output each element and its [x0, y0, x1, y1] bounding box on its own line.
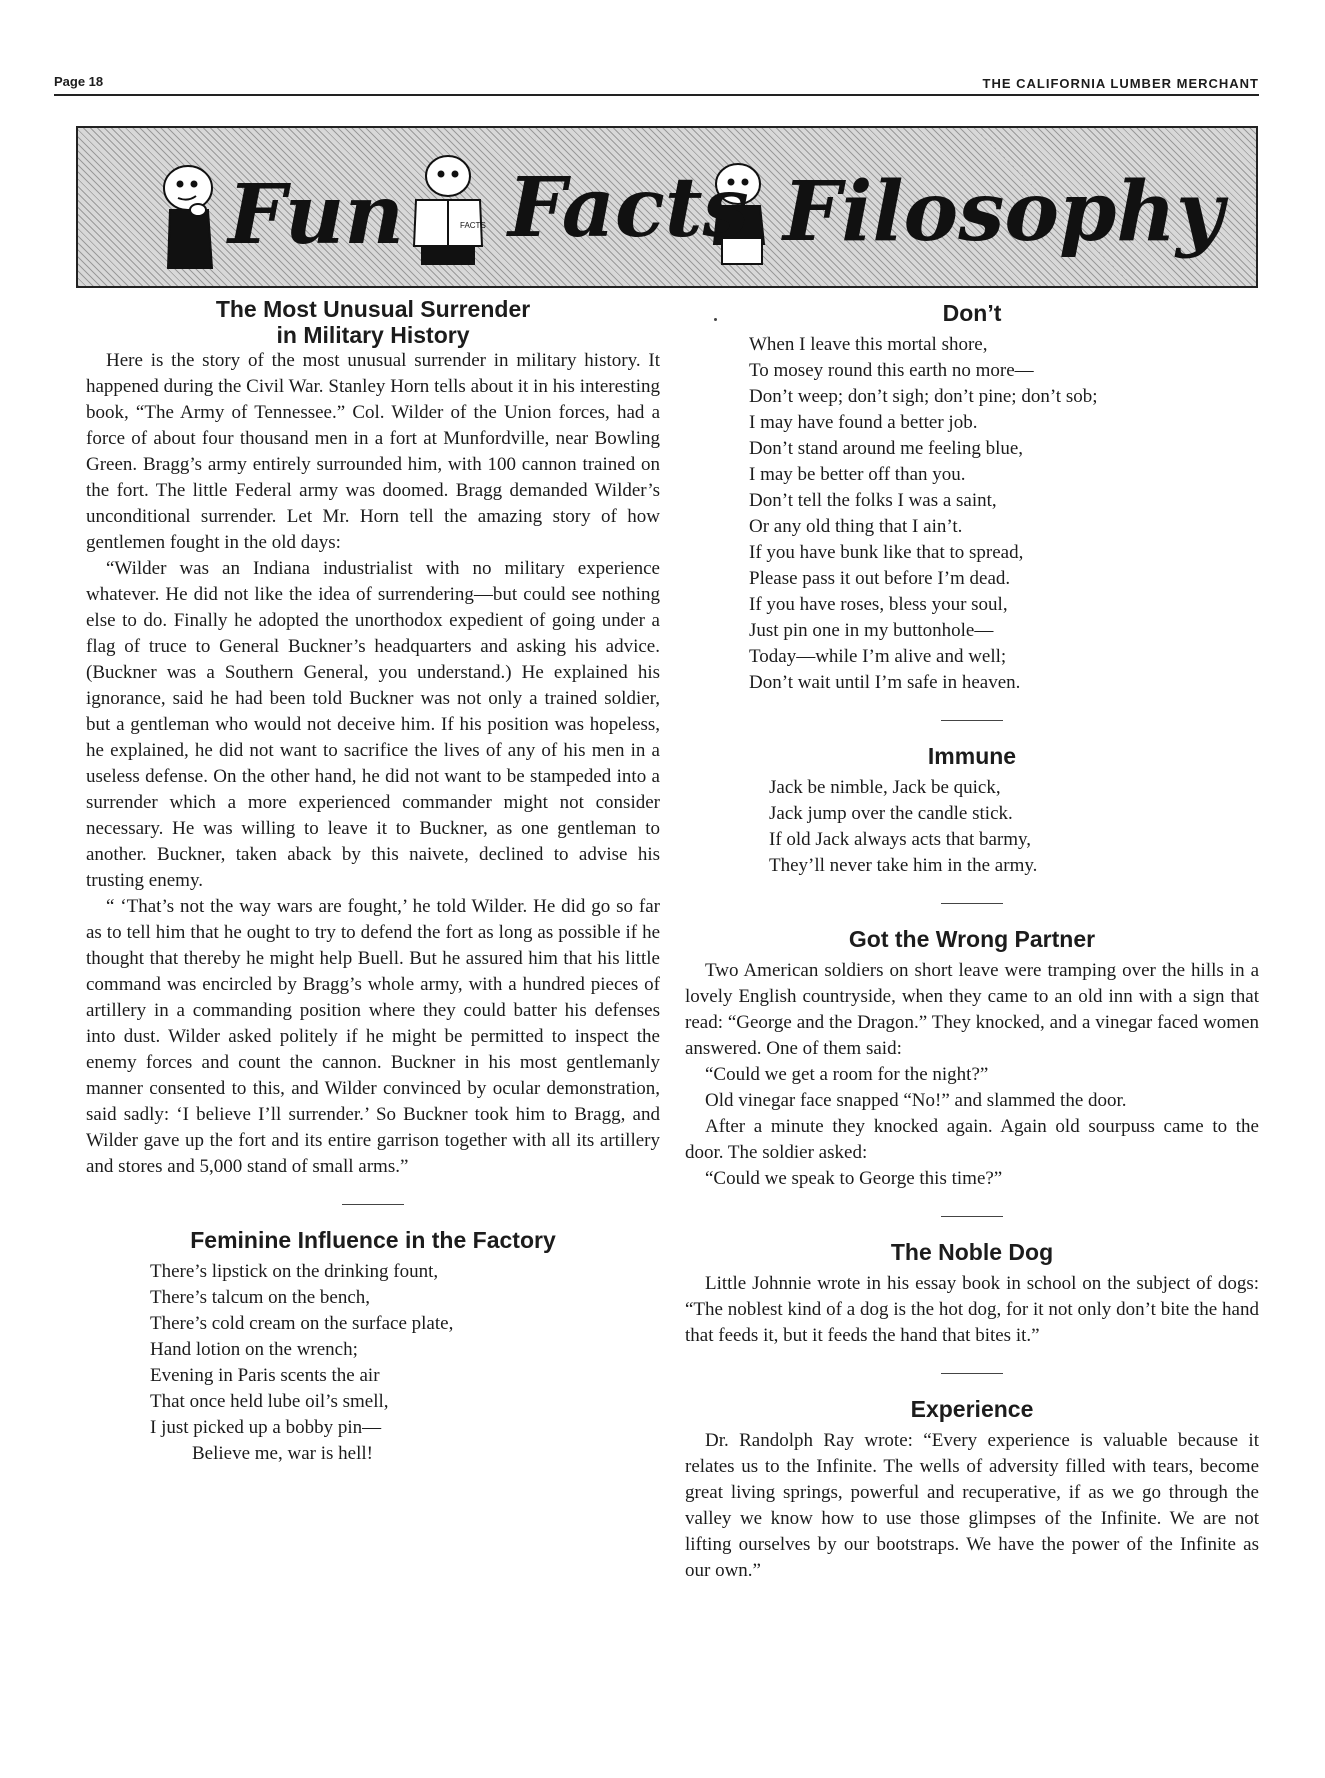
poem-line: If old Jack always acts that barmy, — [769, 829, 1032, 850]
partner-title: Got the Wrong Partner — [848, 926, 1096, 952]
dont-poem — [685, 332, 1259, 696]
poem-line: If you have roses, bless your soul, — [749, 594, 1008, 615]
page-header — [54, 72, 1259, 96]
section-divider — [941, 903, 1003, 904]
experience-title: Experience — [910, 1396, 1034, 1422]
poem-line: Don’t stand around me feeling blue, — [749, 438, 1024, 459]
poem-line: Hand lotion on the wrench; — [150, 1339, 358, 1360]
poem-line: Don’t tell the folks I was a saint, — [749, 490, 997, 511]
immune-poem — [685, 775, 1259, 879]
poem-line: Don’t weep; don’t sigh; don’t pine; don’t sob; — [749, 386, 1098, 407]
immune-title: Immune — [927, 743, 1017, 769]
poem-line: There’s lipstick on the drinking fount, — [150, 1261, 439, 1282]
poem-line: To mosey round this earth no more— — [749, 360, 1034, 381]
poem-line: There’s cold cream on the surface plate, — [150, 1313, 454, 1334]
poem-line: I just picked up a bobby pin— — [150, 1417, 382, 1438]
poem-line: Evening in Paris scents the air — [150, 1365, 380, 1386]
banner-word-facts: Facts — [508, 160, 749, 256]
magazine-title: THE CALIFORNIA LUMBER MERCHANT — [982, 76, 1259, 91]
poem-line: They’ll never take him in the army. — [769, 855, 1038, 876]
feminine-title: Feminine Influence in the Factory — [190, 1227, 556, 1253]
poem-line: Or any old thing that I ain’t. — [749, 516, 963, 537]
poem-line: Don’t wait until I’m safe in heaven. — [749, 672, 1021, 693]
column-banner — [76, 126, 1258, 288]
experience-paragraph: Dr. Randolph Ray wrote: “Every experience is valuable because it relates us to the Infinite. The wells of adversity filled with tears, become great living springs, powerful and recuperative, if as we go through the valley we know how to use those glimpses of the Infinite. We are not lifting ourselves by our bootstraps. We have the power of the Infinite as our own.” — [685, 1430, 1259, 1581]
section-divider — [941, 1373, 1003, 1374]
paper-label: FACTS — [460, 221, 486, 230]
page-number: Page 18 — [54, 74, 104, 89]
partner-paragraph-4: After a minute they knocked again. Again old sourpuss came to the door. The soldier asked: — [685, 1116, 1259, 1163]
poem-line: Just pin one in my buttonhole— — [749, 620, 994, 641]
poem-line: Please pass it out before I’m dead. — [749, 568, 1011, 589]
poem-line: When I leave this mortal shore, — [749, 334, 988, 355]
dog-title: The Noble Dog — [890, 1239, 1054, 1265]
banner-art — [78, 128, 1256, 286]
poem-line: There’s talcum on the bench, — [150, 1287, 371, 1308]
poem-line: That once held lube oil’s smell, — [150, 1391, 389, 1412]
dont-title: Don’t — [942, 300, 1002, 326]
banner-word-fun: Fun — [228, 167, 405, 263]
surrender-paragraph-1: Here is the story of the most unusual surrender in military history. It happened during the Civil War. Stanley Horn tells about it in his interesting book, “The Army of Tennessee.” Col. Wilder of the Union forces, had a force of about four thousand men in a fort at Munfordville, near Bowling Green. Bragg’s army entirely surrounded him, with 100 cannon trained on the fort. The little Federal army was doomed. Bragg demanded Wilder’s unconditional surrender. Let Mr. Horn tell the amazing story of how gentlemen fought in the old days: — [86, 350, 660, 553]
poem-line: I may be better off than you. — [749, 464, 966, 485]
surrender-title — [86, 296, 660, 348]
right-column — [685, 300, 1259, 1584]
reading-man-icon — [414, 156, 486, 264]
dog-paragraph: Little Johnnie wrote in his essay book in school on the subject of dogs: “The noblest kind of a dog is the hot dog, for it not only don’t bite the hand that feeds it, but it feeds the hand that bites it.” — [685, 1273, 1259, 1346]
poem-line: Today—while I’m alive and well; — [749, 646, 1007, 667]
partner-paragraph-1: Two American soldiers on short leave were tramping over the hills in a lovely English countryside, when they came to an old inn with a sign that read: “George and the Dragon.” They knocked, and a vinegar faced women answered. One of them said: — [685, 960, 1259, 1059]
poem-line: I may have found a better job. — [749, 412, 978, 433]
poem-line: If you have bunk like that to spread, — [749, 542, 1024, 563]
poem-line: Jack be nimble, Jack be quick, — [769, 777, 1001, 798]
section-divider — [941, 720, 1003, 721]
poem-line: Believe me, war is hell! — [192, 1443, 373, 1464]
thinking-man-icon — [164, 166, 212, 268]
section-divider — [941, 1216, 1003, 1217]
feminine-poem — [86, 1259, 660, 1467]
surrender-title-line2: in Military History — [276, 322, 470, 348]
banner-word-filosophy: Filosophy — [783, 164, 1224, 260]
partner-paragraph-3: Old vinegar face snapped “No!” and slammed the door. — [705, 1090, 1127, 1111]
partner-paragraph-5: “Could we speak to George this time?” — [705, 1168, 1003, 1189]
surrender-title-line1: The Most Unusual Surrender — [215, 296, 531, 322]
poem-line: Jack jump over the candle stick. — [769, 803, 1013, 824]
surrender-paragraph-3: “ ‘That’s not the way wars are fought,’ he told Wilder. He did go so far as to tell him that he ought to try to defend the fort as long as possible if he thought that thereby he might help Buell. But he assured him that his little command was encircled by Bragg’s whole army, with a hundred pieces of artillery in a commanding position where they could batter his defenses into dust. Wilder asked politely if he might be permitted to inspect the enemy forces and count the cannon. Buckner in his most gentlemanly manner consented to this, and Wilder convinced by ocular demonstration, said sadly: ‘I believe I’ll surrender.’ So Buckner took him to Bragg, and Wilder gave up the fort and its entire garrison together with all its artillery and stores and 5,000 stand of small arms.” — [86, 896, 660, 1177]
partner-paragraph-2: “Could we get a room for the night?” — [705, 1064, 989, 1085]
surrender-paragraph-2: “Wilder was an Indiana industrialist with no military experience whatever. He did not like the idea of surrendering—but could see nothing else to do. Finally he adopted the unorthodox expedient of going under a flag of truce to General Buckner’s headquarters and asking his advice. (Buckner was a Southern General, you understand.) He explained his ignorance, said he had been told Buckner was not only a trained soldier, but a gentleman who would not deceive him. If his position was hopeless, he explained, he did not want to sacrifice the lives of any of his men in a useless defense. On the other hand, he did not want to be stampeded into a surrender which a more experienced commander might not consider necessary. He was willing to leave it to Buckner, as one gentleman to another. Buckner, taken aback by this naivete, declined to advise his trusting enemy. — [86, 558, 660, 891]
section-divider — [342, 1204, 404, 1205]
left-column — [86, 296, 660, 1467]
